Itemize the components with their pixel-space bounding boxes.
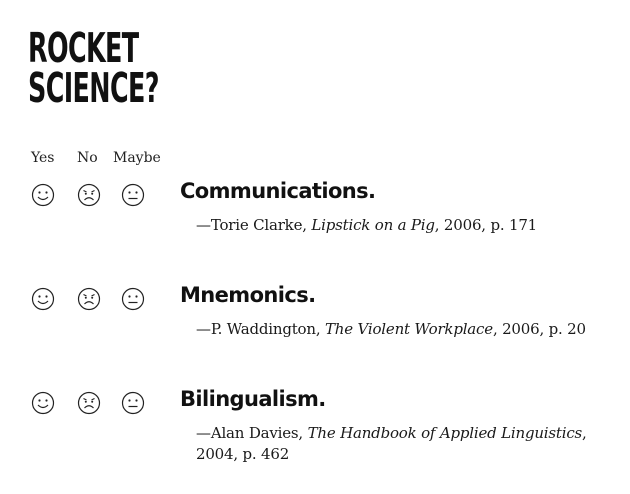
column-label-yes: Yes (31, 150, 55, 166)
citation-author: Alan Davies, (210, 424, 308, 442)
smiley-face-icon[interactable] (31, 183, 55, 207)
citation-details: , 2004, p. 462 (196, 424, 587, 463)
title-line-2: SCIENCE? (28, 64, 159, 112)
neutral-face-icon[interactable] (121, 183, 145, 207)
column-label-no: No (77, 150, 98, 166)
item-citation (196, 319, 596, 340)
neutral-face-icon[interactable] (121, 287, 145, 311)
citation-book-title: The Violent Workplace (324, 320, 493, 338)
citation-details: , 2006, p. 20 (492, 320, 586, 338)
title-line-1: ROCKET (28, 24, 139, 72)
smiley-face-icon[interactable] (31, 391, 55, 415)
page-title (28, 24, 159, 112)
column-label-maybe: Maybe (113, 150, 161, 166)
smiley-face-icon[interactable] (31, 287, 55, 311)
item-heading: Communications. (180, 179, 376, 203)
neutral-face-icon[interactable] (121, 391, 145, 415)
frowning-face-icon[interactable] (77, 287, 101, 311)
citation-book-title: Lipstick on a Pig (311, 216, 435, 234)
citation-dash: — (196, 424, 211, 442)
citation-book-title: The Handbook of Applied Linguistics (307, 424, 583, 442)
item-citation (196, 423, 596, 465)
frowning-face-icon[interactable] (77, 391, 101, 415)
citation-dash: — (196, 320, 211, 338)
citation-dash: — (196, 216, 211, 234)
citation-author: Torie Clarke, (210, 216, 312, 234)
citation-details: , 2006, p. 171 (434, 216, 538, 234)
item-heading: Bilingualism. (180, 387, 326, 411)
item-citation (196, 215, 596, 236)
frowning-face-icon[interactable] (77, 183, 101, 207)
citation-author: P. Waddington, (210, 320, 325, 338)
item-heading: Mnemonics. (180, 283, 316, 307)
